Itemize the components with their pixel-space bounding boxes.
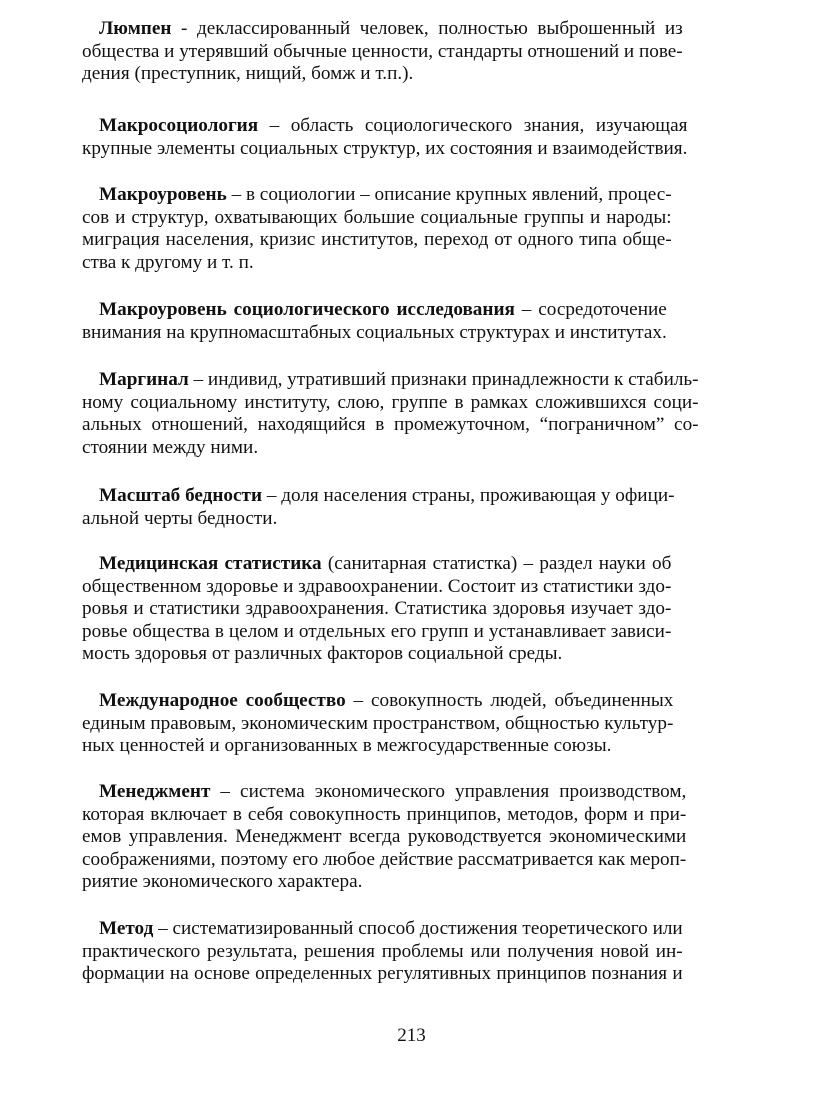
glossary-entry-lumpen bbox=[82, 18, 683, 86]
entry-text: – индивид, утративший признаки принадлежности к стабиль- bbox=[188, 369, 699, 390]
entry-line bbox=[82, 18, 683, 41]
entry-line: которая включает в себя совокупность принципов, методов, форм и при- bbox=[82, 803, 687, 825]
entry-line: ных ценностей и организованных в межгосударственные союзы. bbox=[82, 735, 612, 757]
entry-line: соображениями, поэтому его любое действие рассматривается как мероп- bbox=[82, 848, 687, 870]
entry-text: - деклассированный человек, полностью выброшенный из bbox=[171, 18, 683, 39]
entry-term: Макроуровень bbox=[99, 184, 227, 205]
entry-text: – доля населения страны, проживающая у офици- bbox=[262, 485, 675, 506]
entry-line bbox=[82, 115, 687, 138]
entry-term: Медицинская статистика bbox=[99, 553, 322, 574]
entry-line: стоянии между ними. bbox=[82, 436, 259, 458]
entry-line bbox=[82, 690, 673, 713]
entry-term: Макросоциология bbox=[99, 115, 259, 136]
entry-line: единым правовым, экономическим пространством, общностью культур- bbox=[82, 712, 674, 734]
entry-line bbox=[82, 918, 683, 941]
entry-line bbox=[82, 369, 699, 392]
entry-line bbox=[82, 553, 671, 576]
entry-line: ства к другому и т. п. bbox=[82, 251, 254, 273]
entry-line: риятие экономического характера. bbox=[82, 871, 363, 893]
entry-term: Макроуровень социологического исследования bbox=[99, 299, 515, 320]
entry-line: крупные элементы социальных структур, их состояния и взаимодействия. bbox=[82, 137, 688, 159]
glossary-entry-macrosociology bbox=[82, 115, 687, 160]
entry-text: – сосредоточение bbox=[514, 299, 667, 320]
entry-text: – система экономического управления производством, bbox=[210, 781, 687, 802]
entry-line: емов управления. Менеджмент всегда руководствуется экономическими bbox=[82, 826, 687, 848]
entry-text: (санитарная статистка) – раздел науки об bbox=[321, 553, 672, 574]
glossary-entry-method bbox=[82, 918, 683, 986]
entry-term: Международное сообщество bbox=[99, 690, 346, 711]
glossary-entry-macrolevel-research bbox=[82, 299, 667, 344]
entry-line bbox=[82, 781, 686, 804]
entry-line bbox=[82, 299, 667, 322]
entry-line bbox=[82, 184, 672, 207]
glossary-entry-poverty-scale bbox=[82, 485, 675, 530]
entry-line: альной черты бедности. bbox=[82, 507, 278, 529]
entry-line: ному социальному институту, слою, группе в рамках сложившихся соци- bbox=[82, 391, 699, 413]
entry-text: – область социологического знания, изучающая bbox=[258, 115, 688, 136]
entry-line: сов и структур, охватывающих большие социальные группы и народы: bbox=[82, 206, 672, 228]
entry-line bbox=[82, 485, 675, 508]
entry-term: Масштаб бедности bbox=[99, 485, 263, 506]
glossary-entry-marginal bbox=[82, 369, 699, 459]
entry-line: ровья и статистики здравоохранения. Статистика здоровья изучает здо- bbox=[82, 598, 672, 620]
page-number: 213 bbox=[397, 1025, 426, 1046]
entry-line: дения (преступник, нищий, бомж и т.п.). bbox=[82, 63, 414, 85]
entry-term: Маргинал bbox=[99, 369, 189, 390]
entry-line: общества и утерявший обычные ценности, стандарты отношений и пове- bbox=[82, 40, 683, 62]
entry-text: – в социологии – описание крупных явлений, процес- bbox=[226, 184, 672, 205]
entry-text: – систематизированный способ достижения теоретического или bbox=[153, 918, 683, 939]
entry-line: внимания на крупномасштабных социальных структурах и институтах. bbox=[82, 321, 667, 343]
glossary-entry-international-community bbox=[82, 690, 673, 758]
entry-line: практического результата, решения проблемы или получения новой ин- bbox=[82, 940, 683, 962]
entry-term: Менеджмент bbox=[99, 781, 211, 802]
entry-line: общественном здоровье и здравоохранении. Состоит из статистики здо- bbox=[82, 575, 672, 597]
entry-line: альных отношений, находящийся в промежуточном, “пограничном” со- bbox=[82, 414, 699, 436]
glossary-entry-macrolevel bbox=[82, 184, 672, 274]
entry-line: мость здоровья от различных факторов социальной среды. bbox=[82, 643, 563, 665]
entry-line: формации на основе определенных регулятивных принципов познания и bbox=[82, 963, 683, 985]
glossary-entry-medical-statistics bbox=[82, 553, 671, 666]
entry-term: Метод bbox=[99, 918, 154, 939]
entry-line: миграция населения, кризис институтов, переход от одного типа обще- bbox=[82, 229, 672, 251]
entry-line: ровье общества в целом и отдельных его групп и устанавливает зависи- bbox=[82, 620, 672, 642]
glossary-entry-management bbox=[82, 781, 686, 894]
entry-text: – совокупность людей, объединенных bbox=[345, 690, 674, 711]
entry-term: Люмпен bbox=[99, 18, 172, 39]
